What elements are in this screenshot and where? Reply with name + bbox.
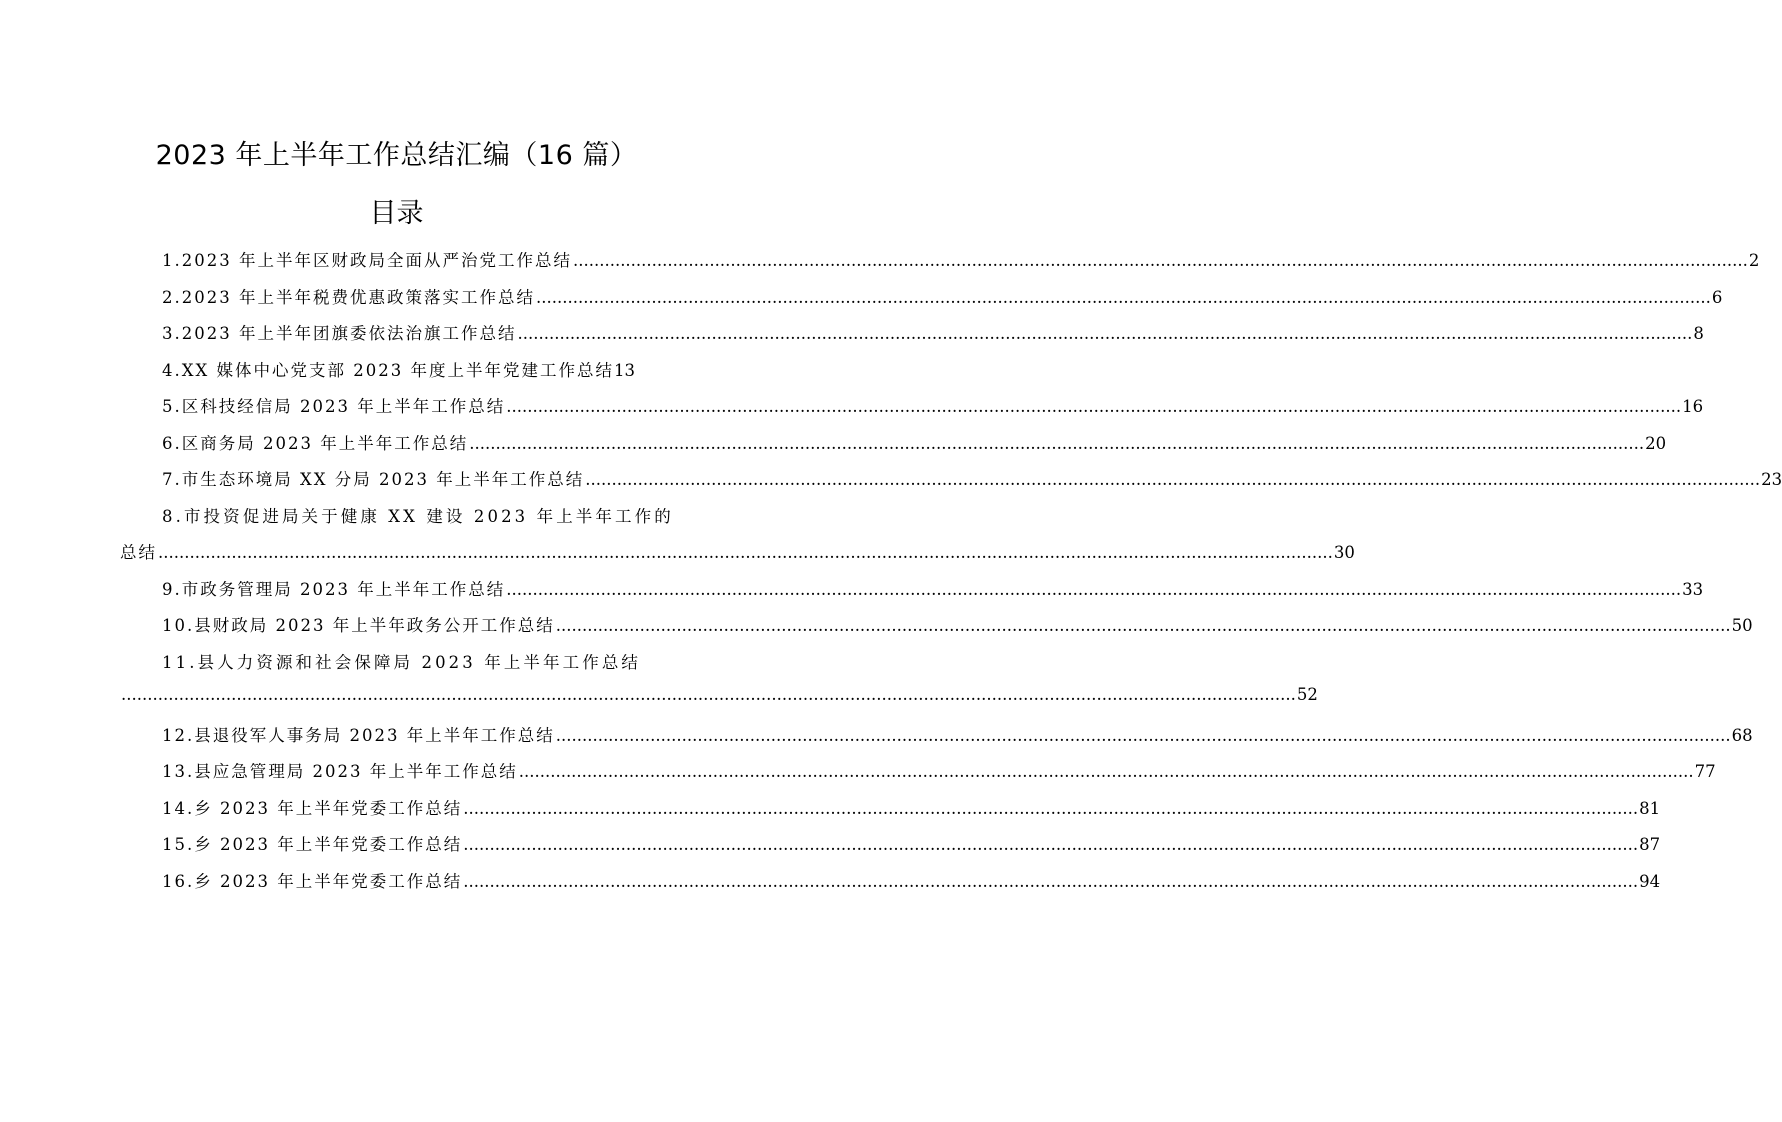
- dot-leader: [469, 434, 1644, 453]
- toc-entry-label: 5.区科技经信局 2023 年上半年工作总结: [162, 397, 506, 416]
- toc-entry-page: 6: [1711, 287, 1723, 307]
- toc-entry-label-continued: 总结: [120, 543, 157, 562]
- dot-leader: [158, 543, 1333, 562]
- toc-entry-8-line-1[interactable]: [120, 503, 672, 540]
- toc-entry-page: 33: [1682, 579, 1704, 599]
- toc-entry-2[interactable]: [120, 284, 1723, 321]
- toc-entry-page: 30: [1333, 543, 1355, 562]
- toc-entry-label: 14.乡 2023 年上半年党委工作总结: [162, 798, 463, 818]
- toc-entry-label: 16.乡 2023 年上半年党委工作总结: [162, 871, 463, 891]
- dot-leader: [463, 835, 1638, 854]
- toc-entry-page: 94: [1639, 871, 1661, 891]
- toc-entry-3[interactable]: [120, 320, 1704, 357]
- toc-entry-page: 23: [1761, 470, 1782, 489]
- dot-leader: [517, 324, 1692, 343]
- toc-entry-8-line-2[interactable]: [120, 539, 1355, 576]
- toc-entry-11-line-1[interactable]: [120, 649, 672, 686]
- toc-entry-14[interactable]: [120, 795, 1661, 832]
- toc-heading: 目录: [369, 198, 424, 229]
- toc-entry-6[interactable]: [120, 430, 1667, 467]
- toc-entry-11-line-2[interactable]: [120, 685, 1318, 722]
- toc-entry-label: 7.市生态环境局 XX 分局 2023 年上半年工作总结: [162, 470, 585, 489]
- dot-leader: [519, 762, 1694, 781]
- toc-entry-label: 6.区商务局 2023 年上半年工作总结: [162, 433, 469, 453]
- dot-leader: [556, 726, 1731, 745]
- toc-entry-15[interactable]: [120, 831, 1661, 868]
- dot-leader: [121, 685, 1296, 704]
- toc-entry-5[interactable]: [120, 393, 1704, 430]
- toc-entry-page: 68: [1731, 725, 1753, 745]
- toc-entry-label: 10.县财政局 2023 年上半年政务公开工作总结: [162, 616, 555, 635]
- dot-leader: [536, 288, 1711, 307]
- toc-entry-page: 52: [1296, 685, 1318, 704]
- toc-entry-page: 81: [1639, 798, 1661, 818]
- dot-leader: [506, 580, 1681, 599]
- toc-entry-16[interactable]: [120, 868, 1661, 905]
- toc-entry-page: 16: [1682, 397, 1704, 416]
- toc-entry-label: 8.市投资促进局关于健康 XX 建设 2023 年上半年工作的: [162, 506, 674, 526]
- toc-entry-page: 8: [1693, 324, 1704, 343]
- dot-leader: [585, 470, 1760, 489]
- toc-entry-7[interactable]: [120, 466, 1782, 503]
- toc-entry-page: 87: [1639, 835, 1661, 854]
- toc-entry-label: 2.2023 年上半年税费优惠政策落实工作总结: [162, 287, 535, 307]
- dot-leader: [556, 616, 1731, 635]
- dot-leader: [573, 251, 1748, 270]
- toc-entry-4[interactable]: [120, 357, 672, 394]
- toc-entry-10[interactable]: [120, 612, 1753, 649]
- toc-entry-label: 1.2023 年上半年区财政局全面从严治党工作总结: [162, 251, 572, 270]
- toc-entry-label: 13.县应急管理局 2023 年上半年工作总结: [162, 762, 518, 781]
- toc-entry-1[interactable]: [120, 247, 1760, 284]
- toc-entry-page: 20: [1645, 433, 1667, 453]
- dot-leader: [506, 397, 1681, 416]
- toc-entry-label: 4.XX 媒体中心党支部 2023 年度上半年党建工作总结: [162, 360, 614, 380]
- toc-entry-page: 50: [1731, 616, 1753, 635]
- toc-entry-page: 77: [1694, 762, 1716, 781]
- toc-entry-label: 9.市政务管理局 2023 年上半年工作总结: [162, 579, 506, 599]
- toc-entry-12[interactable]: [120, 722, 1753, 759]
- toc-entry-9[interactable]: [120, 576, 1704, 613]
- dot-leader: [463, 799, 1638, 818]
- table-of-contents: [120, 247, 1782, 904]
- dot-leader: [463, 872, 1638, 891]
- toc-entry-page: 2: [1748, 251, 1760, 270]
- toc-entry-label: 12.县退役军人事务局 2023 年上半年工作总结: [162, 725, 555, 745]
- toc-entry-label: 3.2023 年上半年团旗委依法治旗工作总结: [162, 324, 517, 343]
- toc-entry-13[interactable]: [120, 758, 1716, 795]
- toc-entry-label: 11.县人力资源和社会保障局 2023 年上半年工作总结: [162, 652, 642, 672]
- document-title: 2023 年上半年工作总结汇编（16 篇）: [155, 140, 638, 171]
- toc-entry-page: 13: [613, 360, 635, 380]
- toc-entry-label: 15.乡 2023 年上半年党委工作总结: [162, 835, 463, 854]
